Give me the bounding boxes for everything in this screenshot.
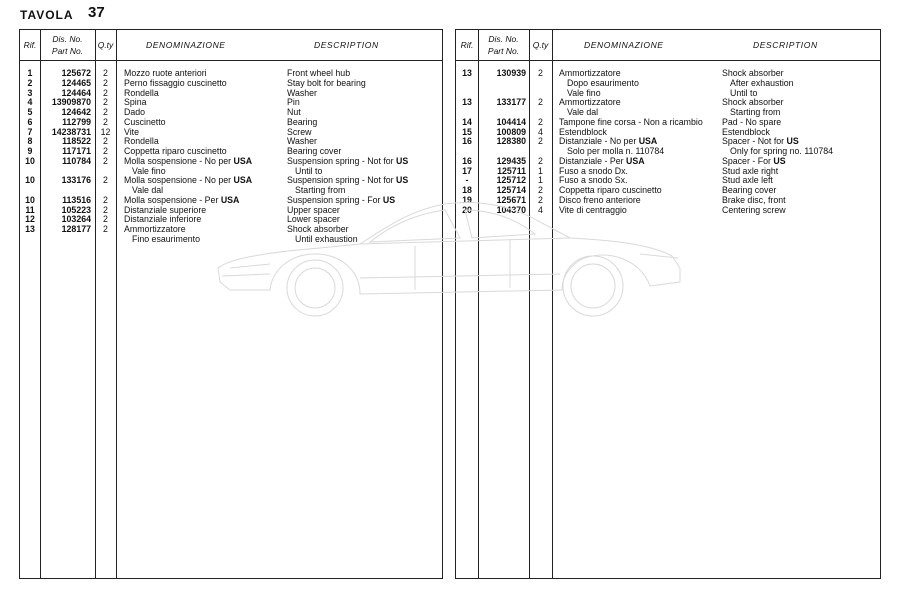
denominazione-text: Ammortizzatore bbox=[559, 68, 621, 78]
description-text: Bearing cover bbox=[287, 146, 342, 156]
denominazione-text: Estendblock bbox=[559, 126, 607, 137]
description-text: Bearing cover bbox=[722, 185, 777, 195]
rif-cell: 8 bbox=[27, 136, 33, 147]
description-text: Only for spring no. 110784 bbox=[730, 146, 834, 156]
rif-cell: 20 bbox=[462, 204, 472, 215]
rif-cell: - bbox=[465, 175, 469, 186]
rif-cell: 3 bbox=[27, 87, 33, 98]
part-number-cell: 110784 bbox=[62, 155, 91, 166]
market-code: USA bbox=[638, 136, 658, 147]
part-number-cell: 125672 bbox=[61, 68, 91, 78]
rif-cell: 13 bbox=[462, 68, 472, 78]
denominazione-text: Perno fissaggio cuscinetto bbox=[124, 77, 227, 88]
col-header-dis-no: Dis. No. bbox=[488, 34, 519, 44]
part-number-cell: 104370 bbox=[496, 204, 526, 215]
market-code: US bbox=[396, 175, 409, 186]
rif-cell: 1 bbox=[27, 68, 33, 78]
col-header-dis-no: Dis. No. bbox=[52, 34, 83, 44]
col-header-description: DESCRIPTION bbox=[314, 40, 379, 50]
description-text: Shock absorber bbox=[722, 68, 784, 78]
description-text: Starting from bbox=[730, 107, 781, 117]
col-header-rif: Rif. bbox=[23, 40, 37, 50]
qty-cell: 2 bbox=[103, 214, 108, 225]
rows-right bbox=[456, 69, 880, 215]
part-number-cell: 103264 bbox=[61, 214, 91, 225]
qty-cell: 2 bbox=[103, 204, 108, 215]
description-text: Starting from bbox=[295, 185, 346, 195]
col-header-description: DESCRIPTION bbox=[753, 40, 818, 50]
denominazione-text: Ammortizzatore bbox=[124, 224, 186, 234]
qty-cell: 2 bbox=[103, 87, 108, 98]
qty-cell: 1 bbox=[538, 165, 543, 176]
rif-cell: 16 bbox=[462, 155, 472, 166]
description-text: Brake disc, front bbox=[722, 194, 786, 205]
part-number-cell: 129435 bbox=[496, 155, 526, 166]
rif-cell: 10 bbox=[25, 155, 35, 166]
part-number-cell: 130939 bbox=[496, 68, 526, 78]
qty-cell: 2 bbox=[103, 97, 108, 108]
description-text: Spacer - For bbox=[722, 155, 771, 166]
rif-cell: 10 bbox=[25, 194, 35, 205]
page-title: TAVOLA bbox=[20, 8, 74, 22]
description-text: Bearing bbox=[287, 116, 318, 127]
part-number-cell: 125714 bbox=[496, 185, 526, 195]
denominazione-text: Fuso a snodo Dx. bbox=[559, 165, 628, 176]
part-number-cell: 128177 bbox=[61, 224, 91, 234]
denominazione-text: Fuso a snodo Sx. bbox=[559, 175, 628, 186]
qty-cell: 1 bbox=[538, 175, 543, 186]
description-text: Lower spacer bbox=[287, 214, 340, 225]
col-header-part-no: Part No. bbox=[487, 46, 520, 56]
part-number-cell: 124464 bbox=[61, 87, 91, 98]
qty-cell: 2 bbox=[538, 116, 543, 127]
part-number-cell: 124465 bbox=[61, 77, 91, 88]
col-header-qty: Q.ty bbox=[532, 40, 549, 50]
market-code: US bbox=[382, 194, 396, 205]
table-row bbox=[456, 79, 880, 89]
qty-cell: 4 bbox=[538, 126, 543, 137]
market-code: USA bbox=[626, 155, 645, 166]
description-text: Suspension spring - Not for bbox=[287, 155, 394, 166]
part-number-cell: 133177 bbox=[496, 97, 526, 108]
table-row bbox=[456, 98, 880, 108]
denominazione-text: Mozzo ruote anteriori bbox=[124, 68, 207, 78]
qty-cell: 12 bbox=[100, 126, 111, 137]
denominazione-text: Tampone fine corsa - Non a ricambio bbox=[559, 116, 703, 127]
col-header-denominazione: DENOMINAZIONE bbox=[584, 40, 664, 50]
description-text: Suspension spring - Not for bbox=[287, 175, 394, 186]
description-text: Upper spacer bbox=[287, 204, 340, 215]
qty-cell: 2 bbox=[103, 155, 108, 166]
rif-cell: 13 bbox=[462, 97, 472, 108]
denominazione-text: Coppetta riparo cuscinetto bbox=[124, 146, 227, 156]
description-text: Stay bolt for bearing bbox=[287, 77, 366, 88]
part-number-cell: 128380 bbox=[496, 136, 526, 147]
denominazione-text: Dado bbox=[124, 107, 146, 117]
part-number-cell: 133176 bbox=[61, 175, 91, 186]
description-text: Suspension spring - For bbox=[287, 194, 381, 205]
qty-cell: 4 bbox=[538, 204, 543, 215]
rif-cell: 6 bbox=[27, 116, 33, 127]
denominazione-text: Vale fino bbox=[132, 165, 166, 176]
market-code: US bbox=[773, 155, 786, 166]
part-number-cell: 113516 bbox=[62, 194, 91, 205]
qty-cell: 2 bbox=[103, 224, 108, 234]
market-code: USA bbox=[233, 155, 253, 166]
description-text: Nut bbox=[287, 107, 301, 117]
market-code: US bbox=[786, 136, 799, 147]
denominazione-text: Vale dal bbox=[567, 107, 599, 117]
qty-cell: 2 bbox=[538, 68, 543, 78]
part-number-cell: 112799 bbox=[62, 116, 91, 127]
description-text: Stud axle right bbox=[722, 165, 779, 176]
denominazione-text: Vite di centraggio bbox=[559, 204, 627, 215]
table-row bbox=[20, 176, 442, 186]
market-code: USA bbox=[233, 175, 253, 186]
description-text: Centering screw bbox=[722, 204, 786, 215]
rif-cell: 14 bbox=[462, 116, 472, 127]
denominazione-text: Vale fino bbox=[567, 87, 601, 98]
rif-cell: 2 bbox=[27, 77, 33, 88]
description-text: Until to bbox=[295, 165, 323, 176]
part-number-cell: 104414 bbox=[496, 116, 526, 127]
description-text: Shock absorber bbox=[287, 224, 349, 234]
denominazione-text: Cuscinetto bbox=[124, 116, 166, 127]
qty-cell: 2 bbox=[538, 97, 543, 108]
denominazione-text: Molla sospensione - Per bbox=[124, 194, 219, 205]
rif-cell: 12 bbox=[25, 214, 35, 225]
col-header-denominazione: DENOMINAZIONE bbox=[146, 40, 226, 50]
part-number-cell: 125711 bbox=[497, 165, 526, 176]
rif-cell: 9 bbox=[27, 146, 33, 156]
qty-cell: 2 bbox=[538, 136, 543, 147]
denominazione-text: Distanziale - No per bbox=[559, 136, 637, 147]
part-number-cell: 13909870 bbox=[51, 97, 91, 108]
denominazione-text: Rondella bbox=[124, 87, 159, 98]
qty-cell: 2 bbox=[103, 146, 108, 156]
part-number-cell: 117171 bbox=[62, 146, 91, 156]
denominazione-text: Molla sospensione - No per bbox=[124, 155, 232, 166]
denominazione-text: Distanziale - Per bbox=[559, 155, 624, 166]
qty-cell: 2 bbox=[538, 185, 543, 195]
denominazione-text: Molla sospensione - No per bbox=[124, 175, 232, 186]
rif-cell: 18 bbox=[462, 185, 472, 195]
table-number: 37 bbox=[88, 4, 105, 21]
market-code: USA bbox=[220, 194, 240, 205]
table-row bbox=[20, 157, 442, 167]
rif-cell: 5 bbox=[27, 107, 33, 117]
denominazione-text: Disco freno anteriore bbox=[559, 194, 641, 205]
description-cell bbox=[722, 206, 786, 216]
rif-cell: 16 bbox=[462, 136, 472, 147]
description-text: Until to bbox=[730, 87, 758, 98]
denominazione-text: Ammortizzatore bbox=[559, 97, 621, 108]
rif-cell: 19 bbox=[462, 194, 472, 205]
table-row bbox=[456, 69, 880, 79]
rif-cell: 11 bbox=[25, 204, 35, 215]
col-header-qty: Q.ty bbox=[97, 40, 114, 50]
description-text: Spacer - Not for bbox=[722, 136, 785, 147]
col-header-rif: Rif. bbox=[460, 40, 474, 50]
description-text: After exhaustion bbox=[730, 77, 794, 88]
rif-cell: 17 bbox=[462, 165, 472, 176]
rif-cell: 4 bbox=[27, 97, 33, 108]
denominazione-text: Solo per molla n. 110784 bbox=[567, 146, 665, 156]
description-text: Washer bbox=[287, 87, 317, 98]
description-text: Pin bbox=[287, 97, 300, 108]
description-text: Pad - No spare bbox=[722, 116, 782, 127]
rif-cell: 7 bbox=[27, 126, 33, 137]
rif-cell: 10 bbox=[25, 175, 35, 186]
description-text: Washer bbox=[287, 136, 317, 147]
part-number-cell: 100809 bbox=[496, 126, 526, 137]
market-code: US bbox=[396, 155, 409, 166]
description-text: Stud axle left bbox=[722, 175, 773, 186]
part-number-cell: 125712 bbox=[496, 175, 526, 186]
qty-cell: 2 bbox=[103, 136, 108, 147]
qty-cell: 2 bbox=[103, 107, 108, 117]
denominazione-text: Spina bbox=[124, 97, 147, 108]
car-watermark-illustration bbox=[210, 194, 690, 323]
qty-cell: 2 bbox=[538, 194, 543, 205]
denominazione-text: Distanziale inferiore bbox=[124, 214, 202, 225]
qty-cell: 2 bbox=[103, 175, 108, 186]
description-text: Front wheel hub bbox=[287, 68, 351, 78]
part-number-cell: 118522 bbox=[62, 136, 91, 147]
description-text: Until exhaustion bbox=[295, 233, 358, 244]
denominazione-text: Dopo esaurimento bbox=[567, 77, 639, 88]
rif-cell: 13 bbox=[25, 224, 35, 234]
description-text: Estendblock bbox=[722, 126, 770, 137]
qty-cell: 2 bbox=[103, 194, 108, 205]
qty-cell: 2 bbox=[103, 77, 108, 88]
denominazione-text: Coppetta riparo cuscinetto bbox=[559, 185, 662, 195]
part-number-cell: 105223 bbox=[61, 204, 91, 215]
qty-cell: 2 bbox=[538, 155, 543, 166]
part-number-cell: 124642 bbox=[61, 107, 91, 117]
denominazione-text: Vite bbox=[124, 126, 139, 137]
denominazione-cell bbox=[132, 235, 200, 245]
qty-cell: 2 bbox=[103, 68, 108, 78]
description-text: Shock absorber bbox=[722, 97, 784, 108]
denominazione-text: Rondella bbox=[124, 136, 159, 147]
part-number-cell: 125671 bbox=[496, 194, 526, 205]
denominazione-text: Distanziale superiore bbox=[124, 204, 207, 215]
qty-cell: 2 bbox=[103, 116, 108, 127]
description-text: Screw bbox=[287, 126, 312, 137]
col-header-part-no: Part No. bbox=[51, 46, 84, 56]
part-number-cell: 14238731 bbox=[51, 126, 91, 137]
denominazione-text: Vale dal bbox=[132, 185, 164, 195]
rif-cell: 15 bbox=[462, 126, 472, 137]
denominazione-text: Fino esaurimento bbox=[132, 233, 200, 244]
